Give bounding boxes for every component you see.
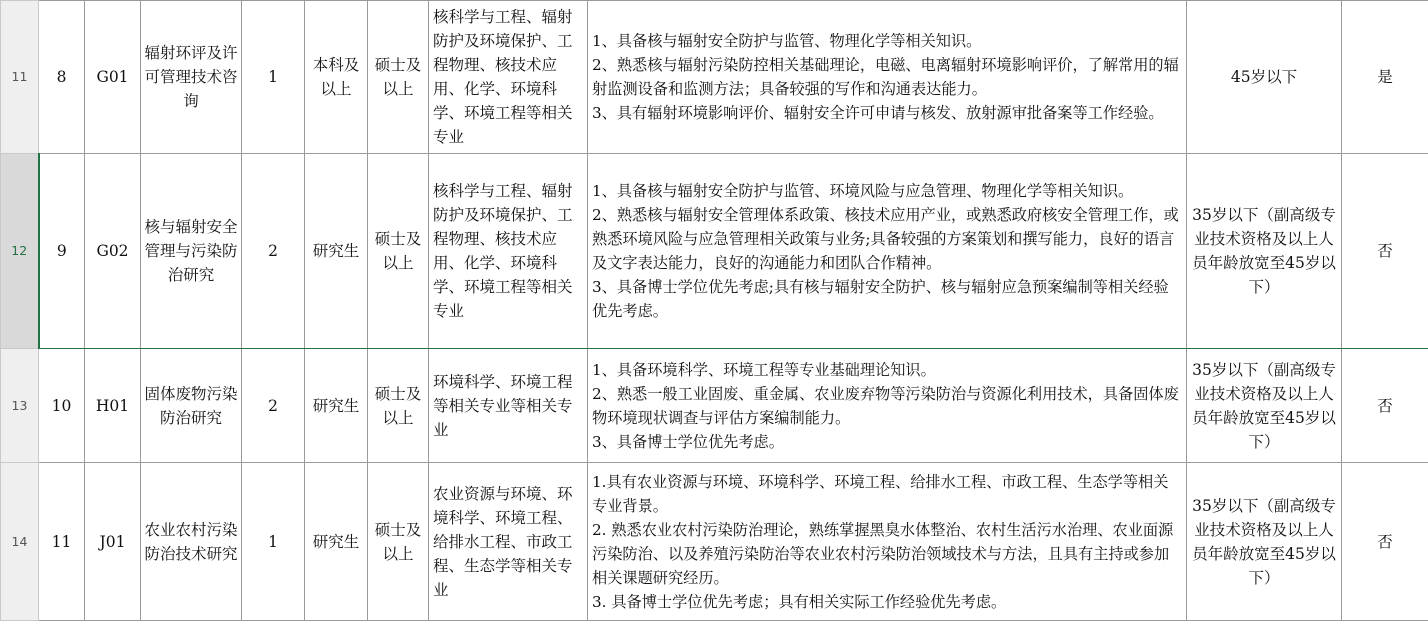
major-text: 环境科学、环境工程等相关专业等相关专业 xyxy=(429,370,587,442)
cell-flag[interactable]: 是 xyxy=(1342,1,1428,154)
age-text: 35岁以下（副高级专业技术资格及以上人员年龄放宽至45岁以下） xyxy=(1187,358,1341,454)
age-text: 45岁以下 xyxy=(1187,65,1341,89)
row-header[interactable]: 14 xyxy=(1,463,39,621)
cell-no[interactable]: 10 xyxy=(39,349,85,463)
age-text: 35岁以下（副高级专业技术资格及以上人员年龄放宽至45岁以下） xyxy=(1187,203,1341,299)
cell-position[interactable] xyxy=(141,154,242,349)
requirements-text xyxy=(588,179,1186,323)
requirement-line: 2. 熟悉农业农村污染防治理论，熟练掌握黑臭水体整治、农村生活污水治理、农业面源污染防治、以及养殖污染防治等农业农村污染防治领域技术与方法，且具有主持或参加相关课题研究经历。 xyxy=(592,518,1182,590)
education-text: 研究生 xyxy=(305,394,367,418)
cell-degree[interactable] xyxy=(368,349,429,463)
degree-text: 硕士及以上 xyxy=(368,227,428,275)
row-header[interactable]: 12 xyxy=(1,154,39,349)
requirement-line: 3. 具备博士学位优先考虑；具有相关实际工作经验优先考虑。 xyxy=(592,590,1182,614)
requirement-line: 2、熟悉核与辐射污染防控相关基础理论，电磁、电离辐射环境影响评价，了解常用的辐射监测设备和监测方法；具备较强的写作和沟通表达能力。 xyxy=(592,53,1182,101)
table-row xyxy=(1,1,1428,154)
cell-count[interactable]: 1 xyxy=(242,1,305,154)
cell-education[interactable] xyxy=(305,1,368,154)
education-text: 研究生 xyxy=(305,239,367,263)
requirement-line: 1.具有农业资源与环境、环境科学、环境工程、给排水工程、市政工程、生态学等相关专业背景。 xyxy=(592,470,1182,518)
cell-major[interactable] xyxy=(429,154,588,349)
requirement-line: 3、具有辐射环境影响评价、辐射安全许可申请与核发、放射源审批备案等工作经验。 xyxy=(592,101,1182,125)
cell-position[interactable] xyxy=(141,1,242,154)
requirements-text xyxy=(588,470,1186,614)
education-text: 研究生 xyxy=(305,530,367,554)
row-header[interactable]: 11 xyxy=(1,1,39,154)
cell-requirements[interactable] xyxy=(588,349,1187,463)
requirements-text xyxy=(588,29,1186,125)
cell-code[interactable]: G01 xyxy=(85,1,141,154)
cell-requirements[interactable] xyxy=(588,154,1187,349)
table-row xyxy=(1,349,1428,463)
requirement-line: 3、具备博士学位优先考虑。 xyxy=(592,430,1182,454)
major-text: 农业资源与环境、环境科学、环境工程、给排水工程、市政工程、生态学等相关专业 xyxy=(429,482,587,602)
cell-age[interactable] xyxy=(1187,154,1342,349)
cell-age[interactable] xyxy=(1187,463,1342,621)
cell-education[interactable] xyxy=(305,463,368,621)
position-text: 核与辐射安全管理与污染防治研究 xyxy=(141,215,241,287)
cell-position[interactable] xyxy=(141,349,242,463)
degree-text: 硕士及以上 xyxy=(368,518,428,566)
age-text: 35岁以下（副高级专业技术资格及以上人员年龄放宽至45岁以下） xyxy=(1187,494,1341,590)
cell-degree[interactable] xyxy=(368,463,429,621)
cell-major[interactable] xyxy=(429,1,588,154)
degree-text: 硕士及以上 xyxy=(368,53,428,101)
table-row xyxy=(1,154,1428,349)
position-text: 农业农村污染防治技术研究 xyxy=(141,518,241,566)
cell-major[interactable] xyxy=(429,349,588,463)
cell-position[interactable] xyxy=(141,463,242,621)
cell-major[interactable] xyxy=(429,463,588,621)
cell-education[interactable] xyxy=(305,349,368,463)
table-row xyxy=(1,463,1428,621)
cell-count[interactable]: 2 xyxy=(242,154,305,349)
cell-degree[interactable] xyxy=(368,154,429,349)
cell-code[interactable]: J01 xyxy=(85,463,141,621)
requirement-line: 2、熟悉核与辐射安全管理体系政策、核技术应用产业，或熟悉政府核安全管理工作，或熟悉环境风险与应急管理相关政策与业务;具备较强的方案策划和撰写能力，良好的语言及文字表达能力，良好的沟通能力和团队合作精神。 xyxy=(592,203,1182,275)
position-text: 固体废物污染防治研究 xyxy=(141,382,241,430)
cell-count[interactable]: 1 xyxy=(242,463,305,621)
requirement-line: 3、具备博士学位优先考虑;具有核与辐射安全防护、核与辐射应急预案编制等相关经验优先考虑。 xyxy=(592,275,1182,323)
cell-requirements[interactable] xyxy=(588,1,1187,154)
requirement-line: 1、具备环境科学、环境工程等专业基础理论知识。 xyxy=(592,358,1182,382)
major-text: 核科学与工程、辐射防护及环境保护、工程物理、核技术应用、化学、环境科学、环境工程等相关专业 xyxy=(429,179,587,323)
education-text: 本科及以上 xyxy=(305,53,367,101)
cell-no[interactable]: 11 xyxy=(39,463,85,621)
cell-degree[interactable] xyxy=(368,1,429,154)
cell-flag[interactable]: 否 xyxy=(1342,463,1428,621)
requirement-line: 2、熟悉一般工业固废、重金属、农业废弃物等污染防治与资源化利用技术，具备固体废物环境现状调查与评估方案编制能力。 xyxy=(592,382,1182,430)
degree-text: 硕士及以上 xyxy=(368,382,428,430)
cell-flag[interactable]: 否 xyxy=(1342,349,1428,463)
position-text: 辐射环评及许可管理技术咨询 xyxy=(141,41,241,113)
requirement-line: 1、具备核与辐射安全防护与监管、环境风险与应急管理、物理化学等相关知识。 xyxy=(592,179,1182,203)
cell-requirements[interactable] xyxy=(588,463,1187,621)
cell-code[interactable]: G02 xyxy=(85,154,141,349)
cell-count[interactable]: 2 xyxy=(242,349,305,463)
row-header[interactable]: 13 xyxy=(1,349,39,463)
cell-no[interactable]: 8 xyxy=(39,1,85,154)
cell-education[interactable] xyxy=(305,154,368,349)
requirements-text xyxy=(588,358,1186,454)
cell-age[interactable] xyxy=(1187,349,1342,463)
requirement-line: 1、具备核与辐射安全防护与监管、物理化学等相关知识。 xyxy=(592,29,1182,53)
major-text: 核科学与工程、辐射防护及环境保护、工程物理、核技术应用、化学、环境科学、环境工程等相关专业 xyxy=(429,5,587,149)
cell-age[interactable] xyxy=(1187,1,1342,154)
cell-no[interactable]: 9 xyxy=(39,154,85,349)
cell-flag[interactable]: 否 xyxy=(1342,154,1428,349)
cell-code[interactable]: H01 xyxy=(85,349,141,463)
